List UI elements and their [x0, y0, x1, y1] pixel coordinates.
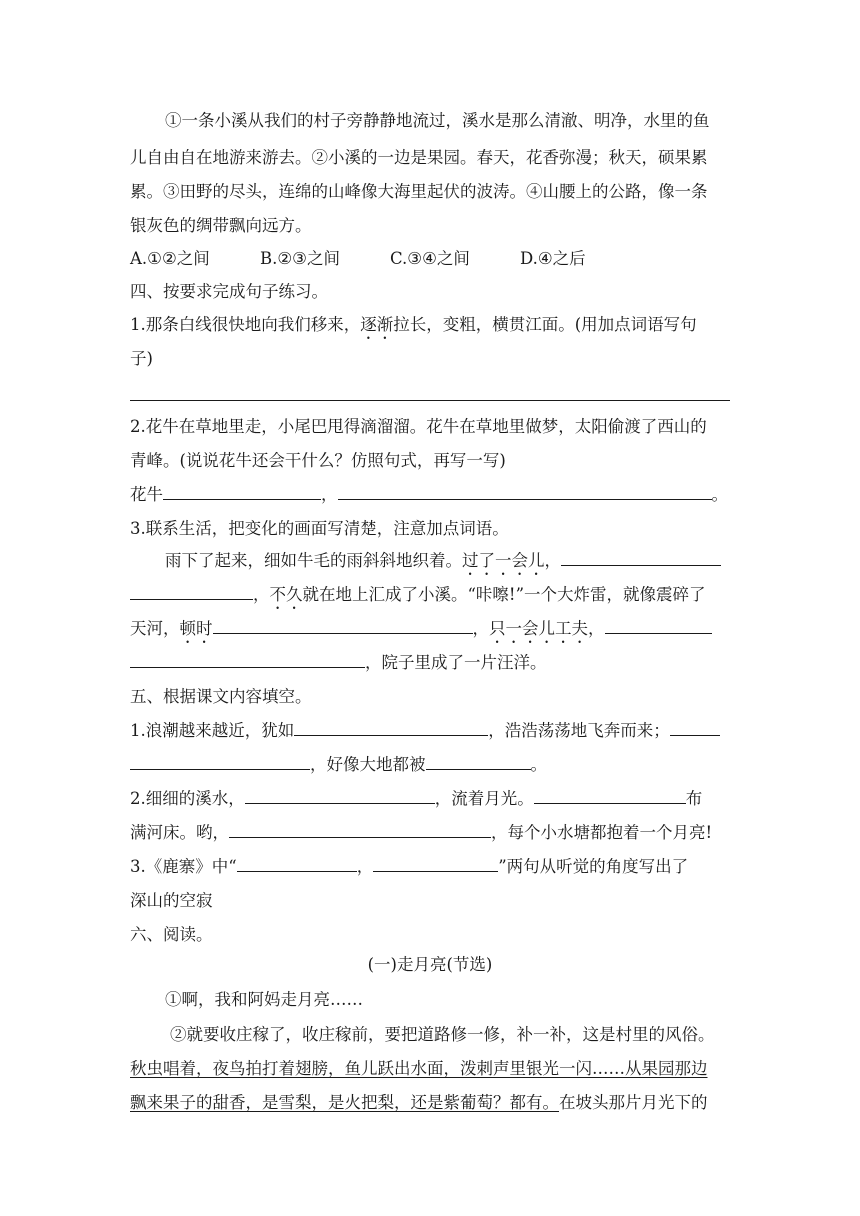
- blank-input[interactable]: [426, 755, 531, 770]
- reading-para-1: ①啊，我和阿妈走月亮……: [165, 990, 363, 1009]
- section-6-heading: 六、阅读。: [130, 925, 213, 944]
- blank-input[interactable]: [237, 857, 357, 872]
- option-a[interactable]: A.①②之间: [130, 249, 210, 268]
- passage-line-1: ①一条小溪从我们的村子旁静静地流过，溪水是那么清澈、明净，水里的鱼: [165, 111, 710, 130]
- blank-input[interactable]: [245, 789, 435, 804]
- s4-q1-line-2: 子): [130, 349, 153, 368]
- s5-q2-line-1: 2.细细的溪水， ，流着月光。 布: [130, 789, 703, 808]
- s4-q2-answer-row: 花牛 ， 。: [130, 485, 728, 504]
- blank-input[interactable]: [605, 619, 712, 634]
- blank-input[interactable]: [670, 721, 720, 736]
- s4-q3-line-3: ，不久就在地上汇成了小溪。“咔嚓!”一个大炸雷，就像震碎了: [130, 585, 730, 613]
- s4-q1-line-1: 1.那条白线很快地向我们移来，逐渐拉长，变粗，横贯江面。(用加点词语写句: [130, 315, 697, 334]
- blank-input[interactable]: [213, 619, 473, 634]
- passage-line-3: 累。③田野的尽头，连绵的山峰像大海里起伏的波涛。④山腰上的公路，像一条: [130, 182, 708, 201]
- option-b[interactable]: B.②③之间: [260, 249, 340, 268]
- blank-input[interactable]: [338, 485, 712, 500]
- option-c[interactable]: C.③④之间: [390, 249, 470, 268]
- s4-q3-line-4: 天河，顿时 ，只一会儿工夫，: [130, 619, 730, 647]
- s4-q3-line-2: 雨下了起来，细如牛毛的雨斜斜地织着。过了一会儿，: [165, 551, 765, 579]
- blank-input[interactable]: [561, 551, 721, 566]
- blank-input[interactable]: [130, 653, 365, 668]
- answer-line-q1[interactable]: [130, 400, 730, 401]
- blank-input[interactable]: [373, 857, 498, 872]
- section-4-heading: 四、按要求完成句子练习。: [130, 282, 328, 301]
- passage-line-4: 银灰色的绸带飘向远方。: [130, 216, 312, 235]
- section-5-heading: 五、根据课文内容填空。: [130, 687, 312, 706]
- blank-input[interactable]: [130, 585, 253, 600]
- s4-q3-line-1: 3.联系生活，把变化的画面写清楚，注意加点词语。: [130, 519, 509, 538]
- s5-q2-line-2: 满河床。哟， ，每个小水塘都抱着一个月亮!: [130, 823, 713, 842]
- s4-q3-line-5: ，院子里成了一片汪洋。: [130, 653, 730, 673]
- blank-input[interactable]: [534, 789, 686, 804]
- option-d[interactable]: D.④之后: [520, 249, 586, 268]
- reading-para-2-line-3: 飘来果子的甜香，是雪梨，是火把梨，还是紫葡萄？都有。在坡头那片月光下的: [130, 1093, 708, 1112]
- reading-title: (一)走月亮(节选): [367, 955, 493, 974]
- blank-input[interactable]: [229, 823, 491, 838]
- reading-para-2-line-2: 秋虫唱着，夜鸟拍打着翅膀，鱼儿跃出水面，泼刺声里银光一闪……从果园那边: [130, 1059, 708, 1078]
- s5-q3-line-1: 3.《鹿寨》中“ ， ”两句从听觉的角度写出了: [130, 857, 689, 876]
- s4-q2-line-2: 青峰。(说说花牛还会干什么？仿照句式，再写一写): [130, 451, 506, 470]
- reading-para-2-line-1: ②就要收庄稼了，收庄稼前，要把道路修一修，补一补，这是村里的风俗。: [170, 1025, 715, 1044]
- s5-q3-line-2: 深山的空寂: [130, 891, 213, 910]
- blank-input[interactable]: [163, 485, 321, 500]
- blank-input[interactable]: [130, 755, 310, 770]
- s5-q1-line-2: ，好像大地都被 。: [130, 755, 730, 775]
- emphasized-word: 逐渐: [360, 315, 394, 334]
- s4-q2-line-1: 2.花牛在草地里走，小尾巴甩得滴溜溜。花牛在草地里做梦，太阳偷渡了西山的: [130, 417, 707, 436]
- options-row: [130, 249, 730, 269]
- s5-q1-line-1: 1.浪潮越来越近，犹如 ，浩浩荡荡地飞奔而来；: [130, 721, 730, 741]
- blank-input[interactable]: [294, 721, 488, 736]
- passage-line-2: 儿自由自在地游来游去。②小溪的一边是果园。春天，花香弥漫；秋天，硕果累: [130, 148, 708, 167]
